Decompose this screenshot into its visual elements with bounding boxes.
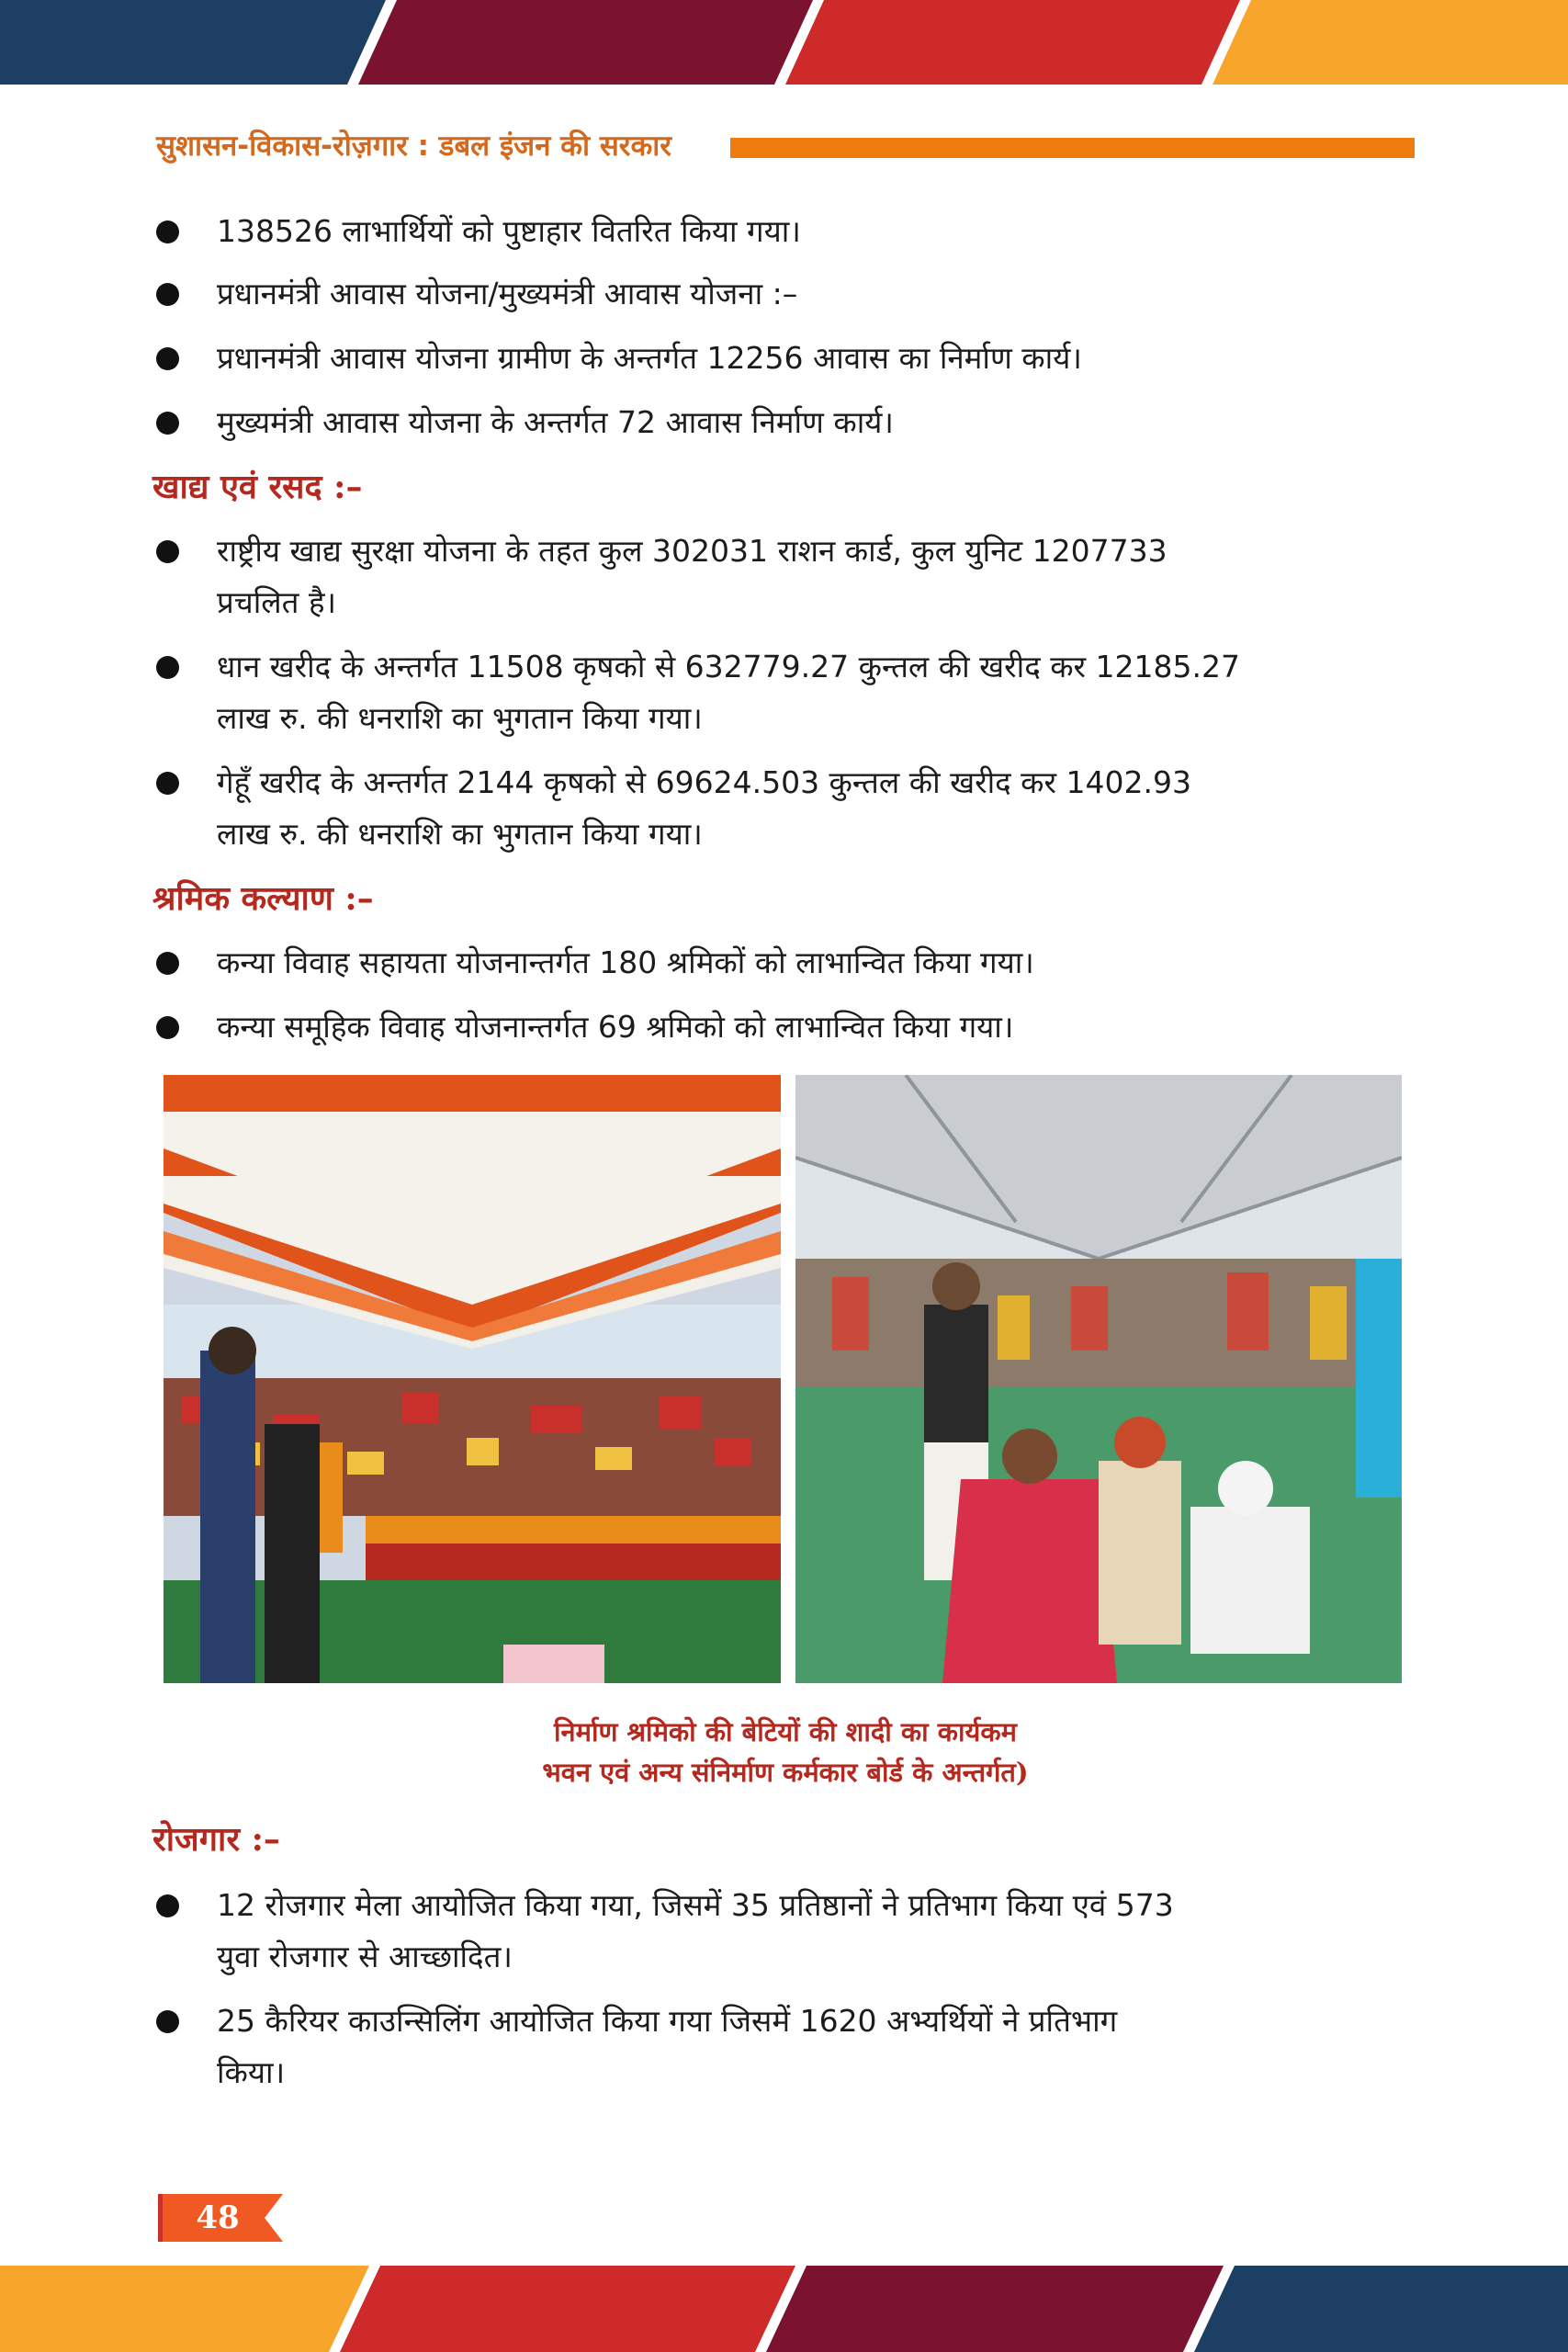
bullet-text: कन्या विवाह सहायता योजनान्तर्गत 180 श्रमिकों को लाभान्वित किया गया। xyxy=(217,944,1034,980)
bullet-dot xyxy=(156,220,179,243)
bullet-text-line: 25 कैरियर काउन्सिलिंग आयोजित किया गया जिसमें 1620 अभ्यर्थियों ने प्रतिभाग xyxy=(217,2003,1118,2039)
bullet-dot xyxy=(156,772,179,795)
bullet-text xyxy=(217,757,1411,860)
top-color-band xyxy=(0,0,1568,85)
event-photo-stage xyxy=(164,1075,781,1683)
photo-caption-line-2: भवन एवं अन्य संनिर्माण कर्मकार बोर्ड के अन्तर्गत) xyxy=(542,1757,1029,1788)
bullet-text: मुख्यमंत्री आवास योजना के अन्तर्गत 72 आवास निर्माण कार्य। xyxy=(217,404,894,440)
bullet-dot xyxy=(156,1894,179,1917)
bullet-dot xyxy=(156,283,179,306)
photo-caption-line-1: निर्माण श्रमिको की बेटियों की शादी का कार्यकम xyxy=(554,1716,1017,1747)
section-heading-employment: रोजगार :– xyxy=(152,1820,280,1859)
header-title: सुशासन-विकास-रोज़गार : डबल इंजन की सरकार xyxy=(156,130,671,163)
bullet-dot xyxy=(156,540,179,563)
page-number: 48 xyxy=(196,2199,240,2236)
page-number-tab xyxy=(158,2194,287,2242)
bullet-text-line: गेहूँ खरीद के अन्तर्गत 2144 कृषको से 69624.503 कुन्तल की खरीद कर 1402.93 xyxy=(217,764,1191,800)
section-heading-labour: श्रमिक कल्याण :– xyxy=(152,879,374,918)
bullet-text-line: राष्ट्रीय खाद्य सुरक्षा योजना के तहत कुल 302031 राशन कार्ड, कुल युनिट 1207733 xyxy=(217,533,1168,569)
bullet-dot xyxy=(156,347,179,370)
bullet-text-line: लाख रु. की धनराशि का भुगतान किया गया। xyxy=(217,700,703,736)
bullet-dot xyxy=(156,656,179,679)
bullet-dot xyxy=(156,952,179,975)
bullet-text-line: धान खरीद के अन्तर्गत 11508 कृषको से 632779.27 कुन्तल की खरीद कर 12185.27 xyxy=(217,649,1241,684)
bullet-text: 138526 लाभार्थियों को पुष्टाहार वितरित किया गया। xyxy=(217,213,801,249)
bullet-text-line: किया। xyxy=(217,2054,286,2090)
bullet-text: प्रधानमंत्री आवास योजना ग्रामीण के अन्तर्गत 12256 आवास का निर्माण कार्य। xyxy=(217,340,1082,376)
bullet-text-line: प्रचलित है। xyxy=(217,584,336,620)
bullet-text xyxy=(217,641,1411,744)
bullet-dot xyxy=(156,2010,179,2033)
header-rule xyxy=(730,138,1415,158)
event-photo-wedding xyxy=(795,1075,1402,1683)
bullet-text xyxy=(217,526,1411,628)
bullet-dot xyxy=(156,1016,179,1039)
bullet-text-line: 12 रोजगार मेला आयोजित किया गया, जिसमें 35 प्रतिष्ठानों ने प्रतिभाग किया एवं 573 xyxy=(217,1887,1174,1923)
bottom-color-band xyxy=(0,2266,1568,2352)
bullet-text: प्रधानमंत्री आवास योजना/मुख्यमंत्री आवास योजना :– xyxy=(217,276,798,311)
bullet-text xyxy=(217,1996,1411,2098)
bullet-dot xyxy=(156,412,179,435)
bullet-text-line: युवा रोजगार से आच्छादित। xyxy=(217,1939,513,1974)
section-heading-food: खाद्य एवं रसद :– xyxy=(152,468,363,506)
running-header xyxy=(156,125,1415,167)
bullet-text: कन्या समूहिक विवाह योजनान्तर्गत 69 श्रमिको को लाभान्वित किया गया। xyxy=(217,1009,1014,1045)
bullet-text xyxy=(217,1880,1411,1983)
bullet-text-line: लाख रु. की धनराशि का भुगतान किया गया। xyxy=(217,816,703,852)
